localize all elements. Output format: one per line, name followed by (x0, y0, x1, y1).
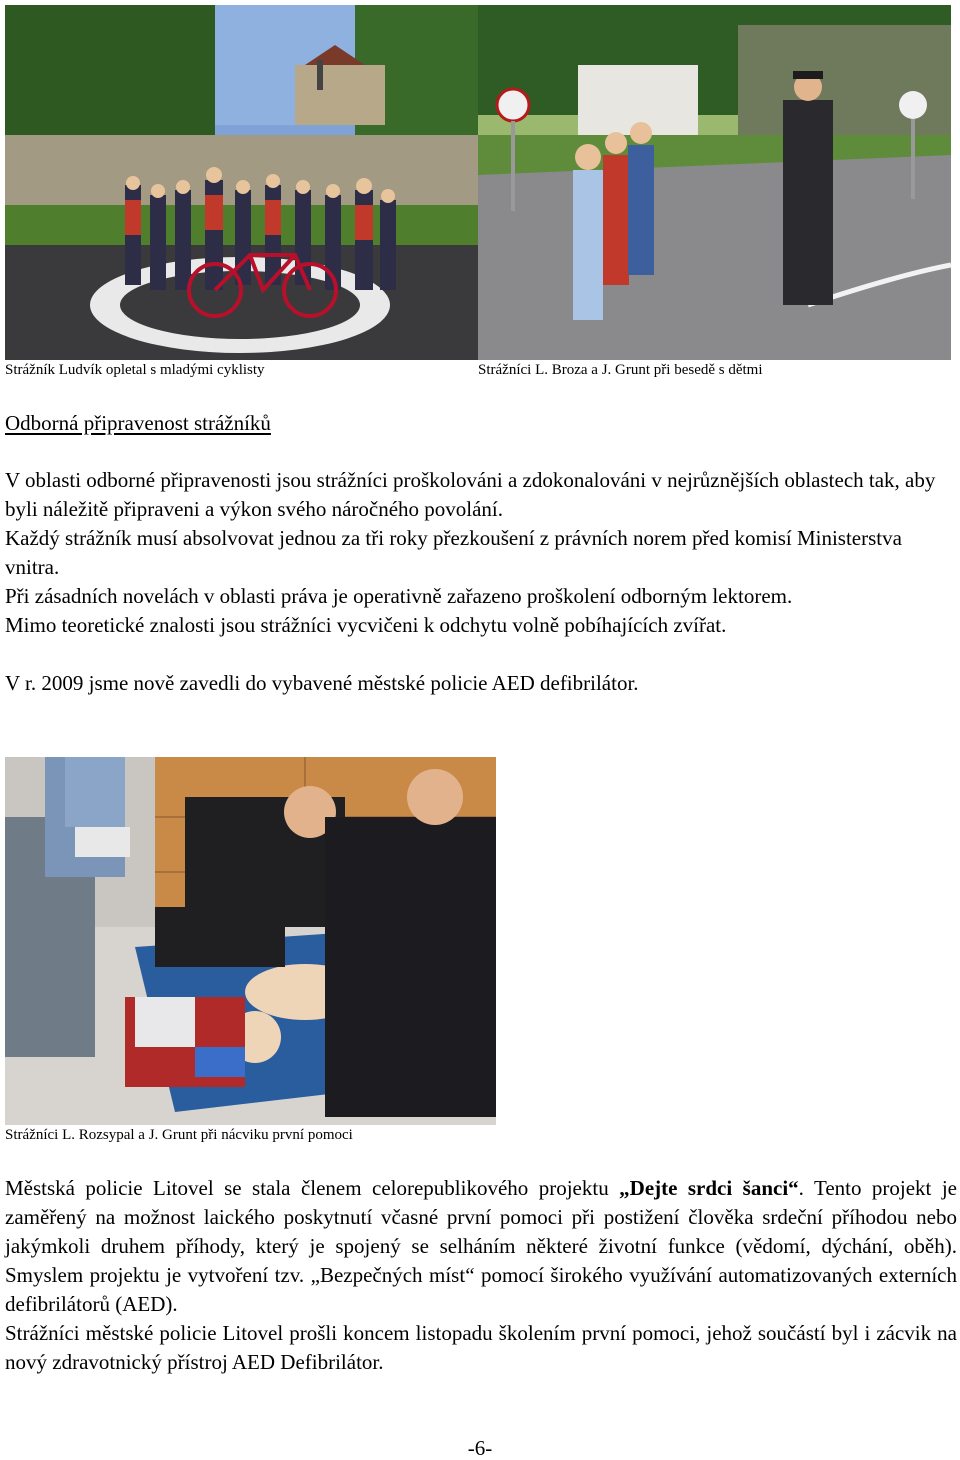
paragraph-animals: Mimo teoretické znalosti jsou strážníci vycvičeni k odchytu volně pobíhajících zvířat. (5, 613, 727, 637)
photo-cyclists-image (5, 5, 478, 360)
caption-cyclists: Strážník Ludvík opletal s mladými cyklisty (5, 362, 265, 378)
paragraph-aed: V r. 2009 jsme nově zavedli do vybavené městské policie AED defibrilátor. (5, 671, 639, 695)
project-name: „Dejte srdci šanci“ (619, 1176, 799, 1200)
training-section-body (5, 466, 957, 698)
caption-cpr-training: Strážníci L. Rozsypal a J. Grunt při nácviku první pomoci (5, 1127, 353, 1143)
paragraph-amendments: Při zásadních novelách v oblasti práva je operativně zařazeno proškolení odborným lektorem. (5, 584, 793, 608)
project-section-body (5, 1174, 957, 1377)
page-number: -6- (467, 1436, 493, 1460)
paragraph-project (5, 1174, 957, 1319)
project-intro-text: Městská policie Litovel se stala členem celorepublikového projektu (5, 1176, 620, 1200)
paragraph-exam: Každý strážník musí absolvovat jednou za tři roky přezkoušení z právních norem před komisí Ministerstva vnitra. (5, 526, 902, 579)
photo-officers-children-image (478, 5, 951, 360)
photo-cyclists (5, 5, 478, 360)
section-heading: Odborná připravenost strážníků (5, 411, 271, 435)
photo-cpr-training-image (5, 757, 496, 1125)
photo-cpr-training (5, 757, 496, 1125)
paragraph-training: V oblasti odborné připravenosti jsou strážníci proškolováni a zdokonalováni v nejrůznějších oblastech tak, aby byli náležitě připraveni a výkon svého náročného povolání. (5, 468, 936, 521)
photo-officers-children (478, 5, 951, 360)
project-description-text: . Tento projekt je zaměřený na možnost laického poskytnutí včasné první pomoci při postižení člověka srdeční příhodou nebo jakýmkoli druhem příhody, který je spojený se selháním některé životní funkce (vědomí, dýchání, oběh). Smyslem projektu je vytvoření tzv. „Bezpečných míst“ pomocí širokého využívání automatizovaných externích defibrilátorů (AED). (5, 1176, 957, 1316)
caption-officers-children: Strážníci L. Broza a J. Grunt při besedě s dětmi (478, 362, 763, 378)
paragraph-aed-training: Strážníci městské policie Litovel prošli koncem listopadu školením první pomoci, jehož součástí byl i zácvik na nový zdravotnický přístroj AED Defibrilátor. (5, 1321, 957, 1374)
